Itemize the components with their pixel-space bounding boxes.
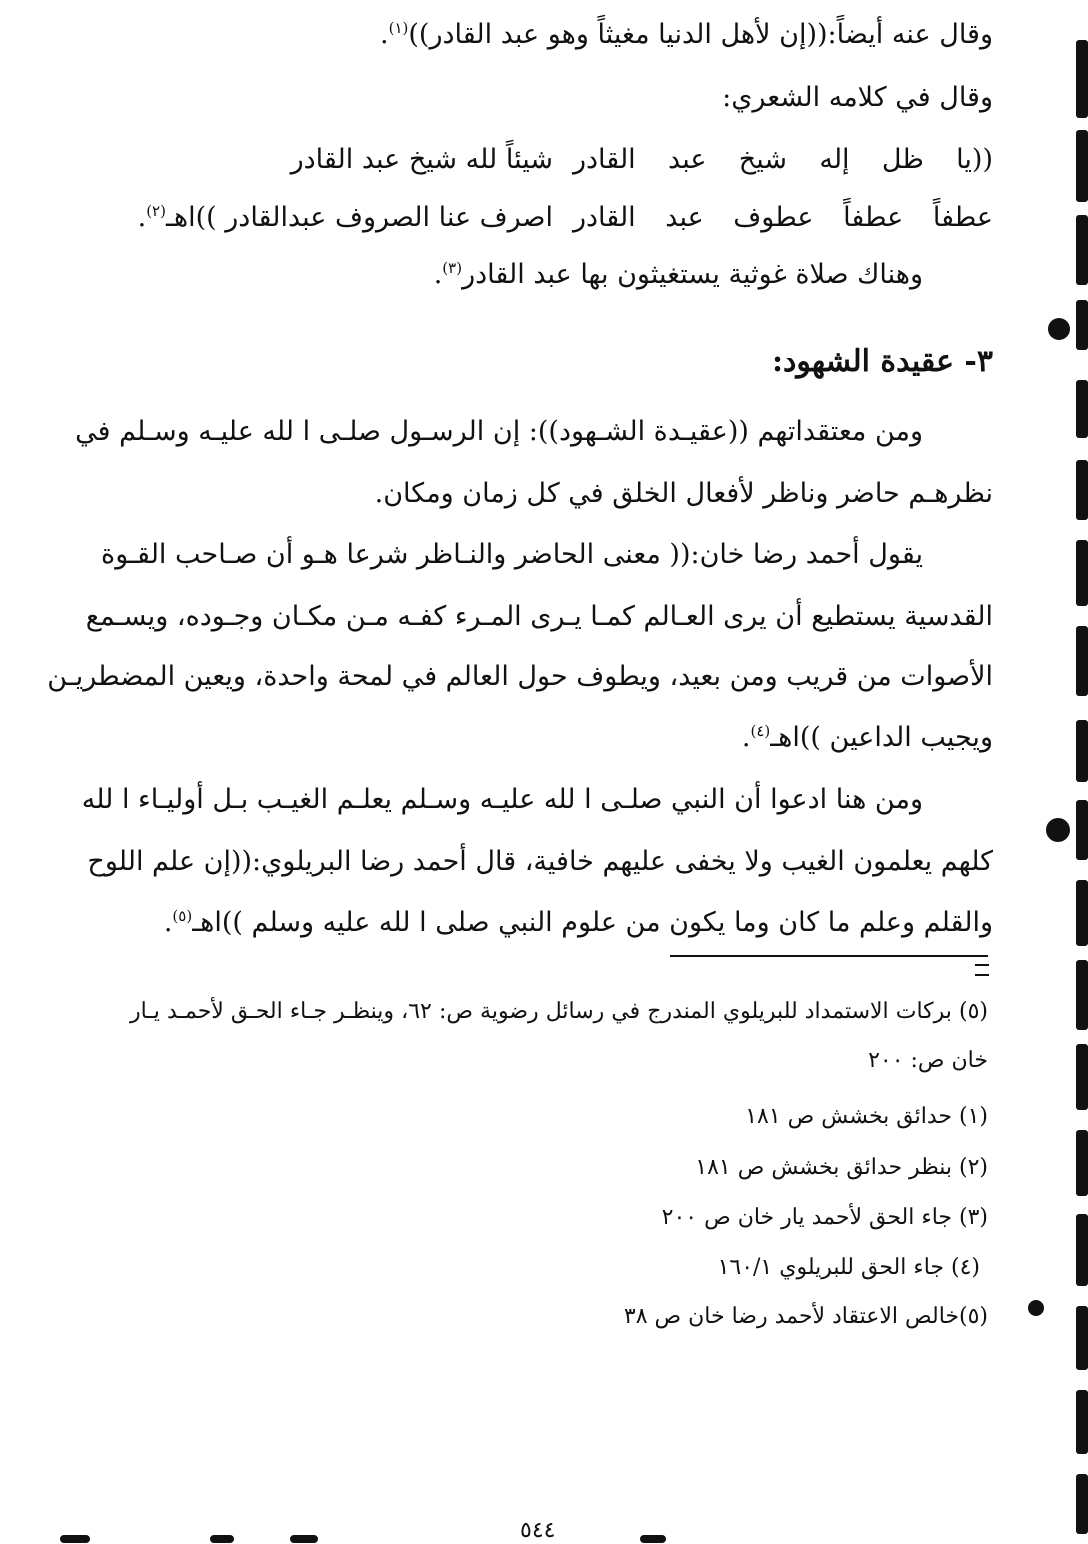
footnote-separator-mark xyxy=(975,964,989,976)
scan-artifact xyxy=(210,1535,234,1543)
text-line: وقال في كلامه الشعري: xyxy=(722,82,993,113)
text-line: والقلم وعلم ما كان وما يكون من علوم النبي صلى ا لله عليه وسلم ))اهـ$^{(٥)}$. xyxy=(163,907,993,938)
binding-mark xyxy=(1076,800,1088,860)
binding-mark xyxy=(1076,1390,1088,1454)
footnote-separator xyxy=(670,955,988,957)
text-line: وهناك صلاة غوثية يستغيثون بها عبد القادر$^{(٣)}$. xyxy=(433,259,923,290)
footnote: (١) حدائق بخشش ص ١٨١ xyxy=(745,1104,988,1129)
poem-hemistich: ((يا ظل إله شيخ عبد القادر xyxy=(573,144,993,175)
text-line: ومن معتقداتهم ((عقيـدة الشـهود)): إن الرسـول صلـى ا لله عليـه وسـلم في xyxy=(75,416,923,447)
footnote: (٤) جاء الحق للبريلوي ١٦٠/١ xyxy=(717,1255,980,1280)
text-line: وقال عنه أيضاً:((إن لأهل الدنيا مغيثاً وهو عبد القادر))$^{(١)}$. xyxy=(380,19,993,50)
poem-row xyxy=(113,140,993,180)
binding-mark xyxy=(1076,1044,1088,1110)
binding-mark xyxy=(1076,40,1088,118)
footnote-continuation: خان ص: ٢٠٠ xyxy=(868,1048,988,1073)
poem-hemistich: شيئاً لله شيخ عبد القادر xyxy=(290,144,553,175)
punch-hole-mark xyxy=(1046,818,1070,842)
text-line: نظرهـم حاضر وناظر لأفعال الخلق في كل زمان ومكان. xyxy=(374,478,993,509)
scan-artifact xyxy=(60,1535,90,1543)
text-line: كلهم يعلمون الغيب ولا يخفى عليهم خافية، قال أحمد رضا البريلوي:((إن علم اللوح xyxy=(87,846,993,877)
section-heading: ٣- عقيدة الشهود: xyxy=(771,344,993,379)
binding-mark xyxy=(1076,300,1088,350)
text-line: القدسية يستطيع أن يرى العـالم كمـا يـرى المـرء كفـه مـن مكـان وجـوده، ويسـمع xyxy=(85,601,993,632)
text-line: ويجيب الداعين ))اهـ$^{(٤)}$. xyxy=(741,722,993,753)
scan-artifact xyxy=(290,1535,318,1543)
binding-mark xyxy=(1076,380,1088,438)
footnote: (٢) بنظر حدائق بخشش ص ١٨١ xyxy=(695,1155,988,1180)
punch-hole-mark xyxy=(1048,318,1070,340)
binding-mark xyxy=(1076,215,1088,285)
scan-artifact xyxy=(640,1535,666,1543)
binding-mark xyxy=(1076,460,1088,520)
binding-mark xyxy=(1076,130,1088,202)
poem-hemistich: اصرف عنا الصروف عبدالقادر ))اهـ$^{(٢)}$. xyxy=(137,202,553,233)
poem-row xyxy=(113,198,993,238)
binding-mark xyxy=(1076,1214,1088,1286)
footnote: (٥) بركات الاستمداد للبريلوي المندرج في رسائل رضوية ص: ٦٢، وينظـر جـاء الحـق لأحمـد يـار xyxy=(130,999,988,1024)
poem-hemistich: عطفاً عطفاً عطوف عبد القادر xyxy=(573,202,993,233)
binding-mark xyxy=(1076,1130,1088,1196)
binding-mark xyxy=(1076,960,1088,1030)
binding-mark xyxy=(1076,540,1088,606)
binding-mark xyxy=(1076,720,1088,782)
binding-mark xyxy=(1076,626,1088,696)
text-line: الأصوات من قريب ومن بعيد، ويطوف حول العالم في لمحة واحدة، ويعين المضطريـن xyxy=(47,661,993,692)
binding-mark xyxy=(1076,1306,1088,1370)
punch-hole-mark xyxy=(1028,1300,1044,1316)
page-number: ٥٤٤ xyxy=(520,1518,556,1543)
footnote: (٣) جاء الحق لأحمد يار خان ص ٢٠٠ xyxy=(661,1205,988,1230)
text-line: يقول أحمد رضا خان:(( معنى الحاضر والنـاظر شرعا هـو أن صـاحب القـوة xyxy=(101,539,923,570)
binding-mark xyxy=(1076,880,1088,946)
text-line: ومن هنا ادعوا أن النبي صلـى ا لله عليـه وسـلم يعلـم الغيـب بـل أوليـاء ا لله xyxy=(81,784,923,815)
footnote: (٥)خالص الاعتقاد لأحمد رضا خان ص ٣٨ xyxy=(623,1304,988,1329)
binding-mark xyxy=(1076,1474,1088,1534)
